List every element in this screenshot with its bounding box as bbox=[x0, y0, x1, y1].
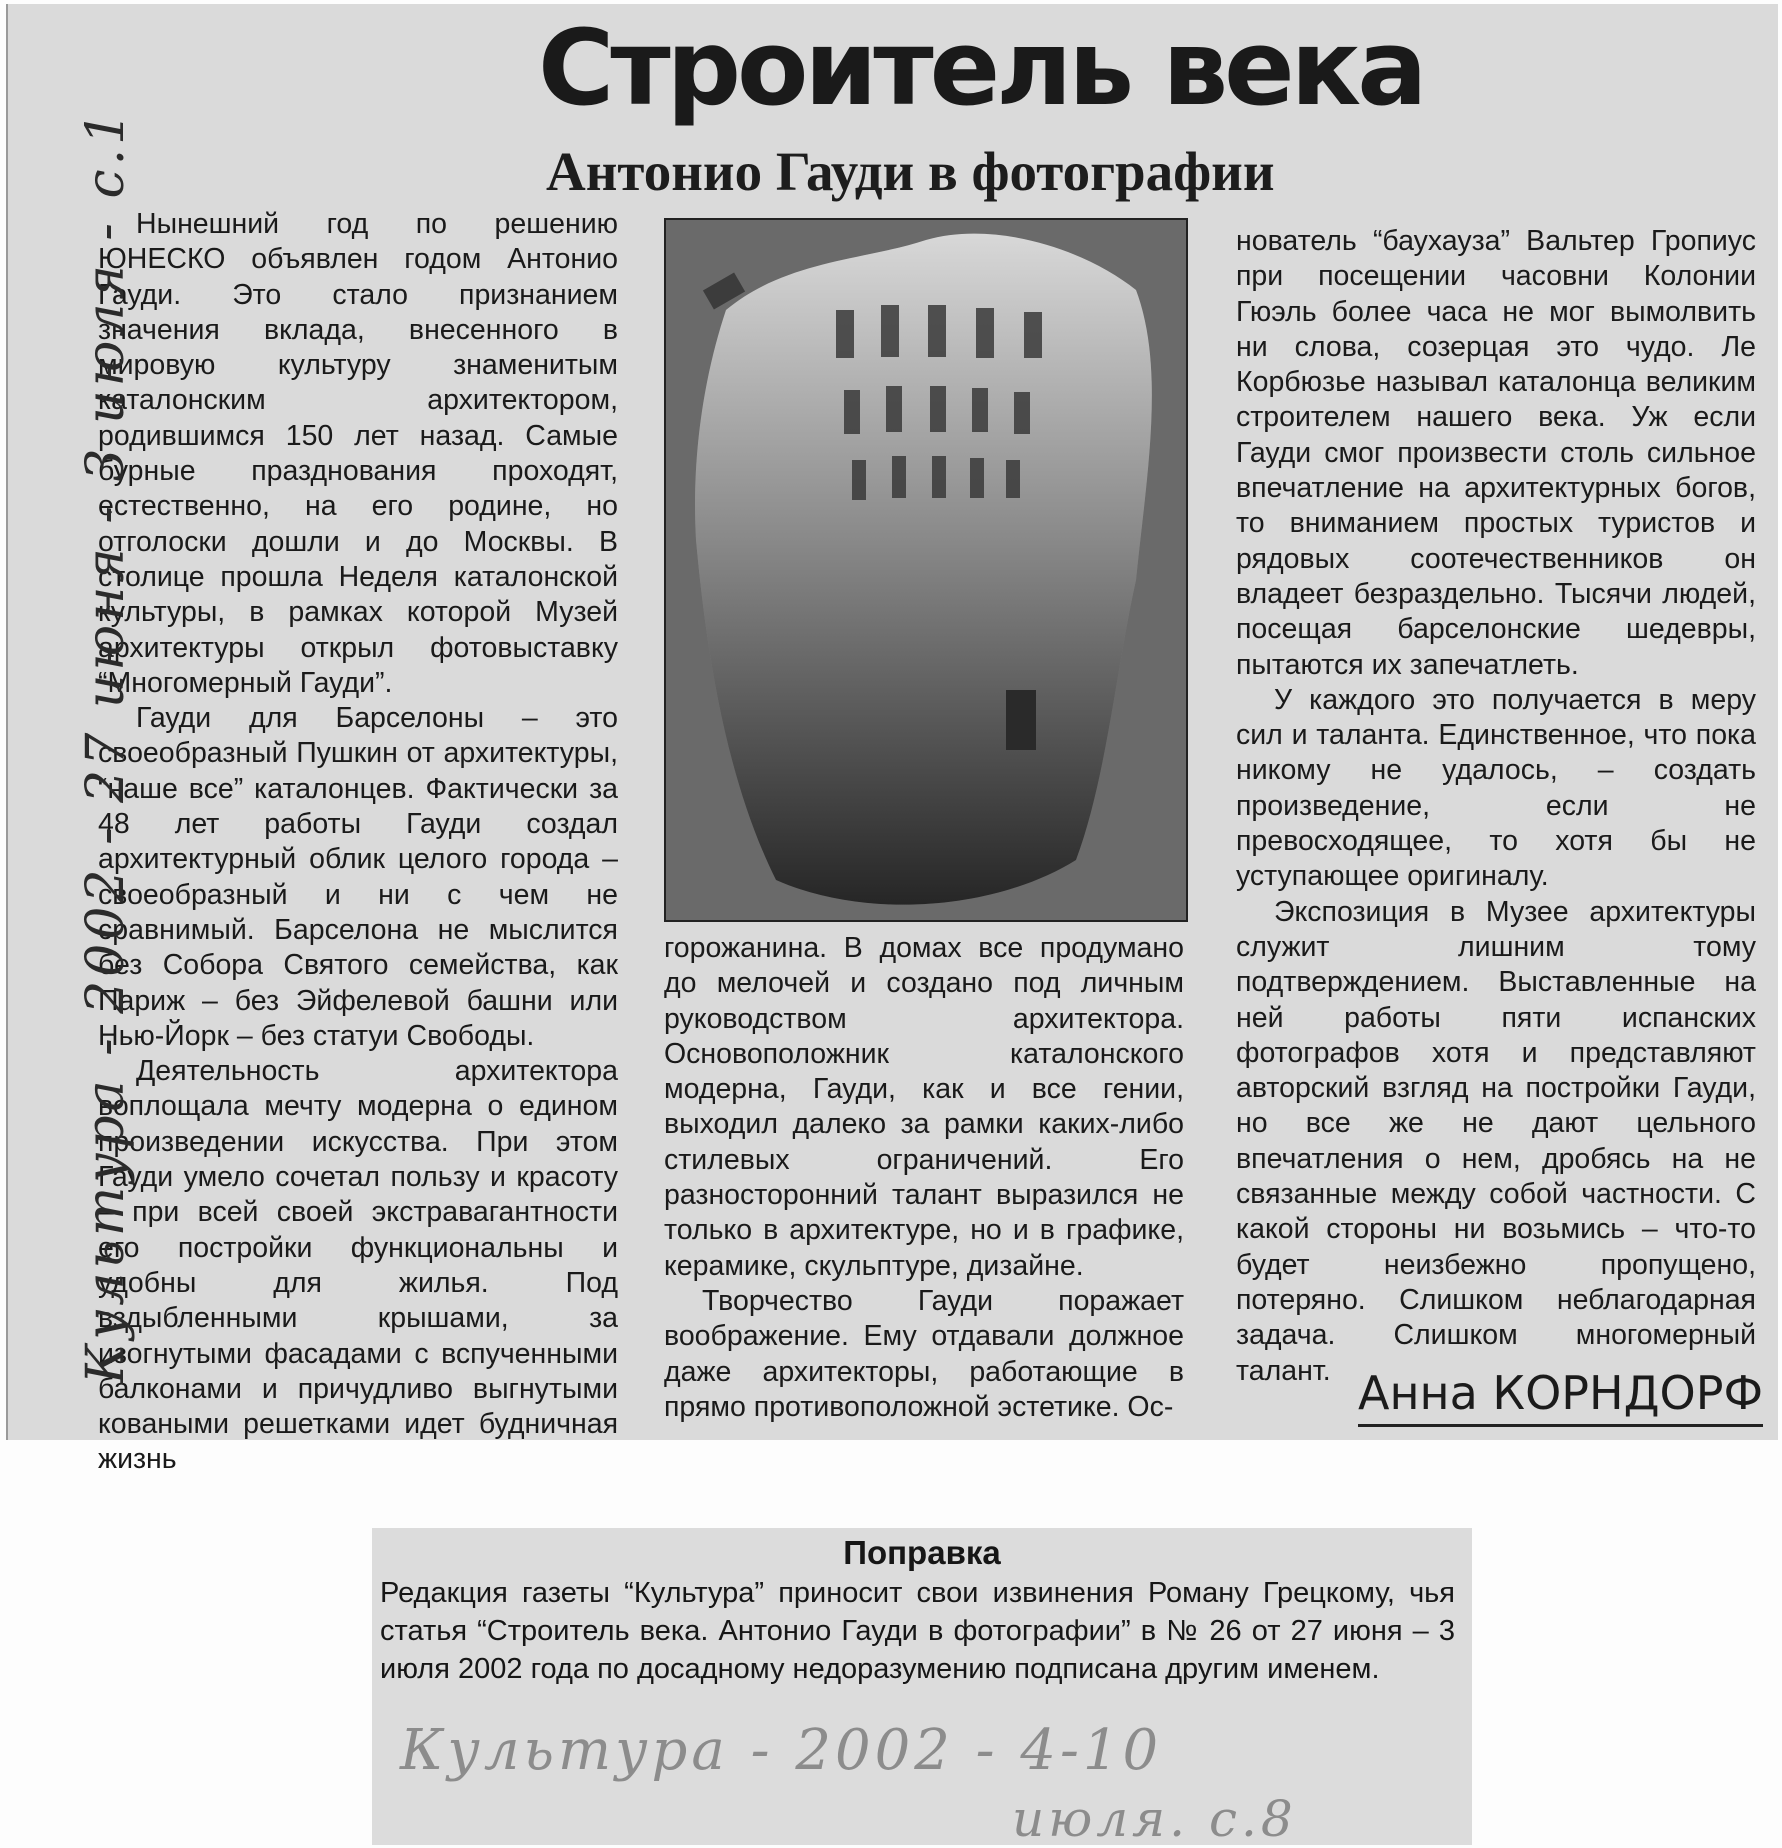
courtyard-photo-image bbox=[666, 220, 1186, 920]
author-signature: Анна КОРНДОРФ bbox=[1358, 1366, 1763, 1427]
article-subtitle: Антонио Гауди в фотографии bbox=[546, 141, 1275, 202]
article-column-2 bbox=[664, 931, 1184, 1425]
handwritten-page-note: июля. с.8 bbox=[1012, 1790, 1297, 1848]
paragraph: нователь “баухауза” Вальтер Гропиус при посещении часовни Колонии Гюэль более часа не мог вымолвить ни слова, созерцая это чудо. Ле Корбюзье называл каталонца великим строителем нашего века. Уж если Гауди смог произвести столь сильное впечатление на архитектурных богов, то вниманием простых туристов и рядовых соотечественников он владеет безраздельно. Тысячи людей, посещая барселонские шедевры, пытаются их запечатлеть. bbox=[1236, 225, 1756, 681]
paragraph: горожанина. В домах все продумано до мелочей и создано под личным руководством архитектора. Основоположник каталонского модерна, Гауди, как и все гении, выходил далеко за рамки каких-либо стилевых ограничений. Его разносторонний талант выразился не только в архитектуре, но и в графике, керамике, скульптуре, дизайне. bbox=[664, 932, 1184, 1282]
article-headline: Строитель века bbox=[538, 7, 1424, 129]
paragraph: Деятельность архитектора воплощала мечту модерна о едином произведении искусства. При этом Гауди умело сочетал пользу и красоту – при всей своей экстравагантности его постройки функциональны и удобны для жилья. Под вздыбленными крышами, за изогнутыми фасадами с вспученными балконами и причудливо выгнутыми коваными решетками идет будничная жизнь bbox=[98, 1055, 618, 1476]
courtyard-photo bbox=[664, 218, 1188, 922]
paragraph: Нынешний год по решению ЮНЕСКО объявлен годом Антонио Гауди. Это стало признанием значения вклада, внесенного в мировую культуру знаменитым каталонским архитектором, родившимся 150 лет назад. Самые бурные празднования проходят, естественно, на его родине, но отголоски дошли и до Москвы. В столице прошла Неделя каталонской культуры, в рамках которой Музей архитектуры открыл фотовыставку “Многомерный Гауди”. bbox=[98, 208, 618, 699]
article-column-1 bbox=[98, 207, 618, 1478]
paragraph: Творчество Гауди поражает воображение. Ему отдавали должное даже архитекторы, работающие в прямо противоположной эстетике. Ос- bbox=[664, 1284, 1184, 1423]
paragraph: У каждого это получается в меру сил и таланта. Единственное, что пока никому не удалось, – создать произведение, если не превосходящее, то хотя бы не уступающее оригиналу. bbox=[1236, 683, 1756, 893]
article-column-3 bbox=[1236, 224, 1756, 1389]
article-clipping bbox=[6, 4, 1778, 1476]
paragraph: Гауди для Барселоны – это своеобразный Пушкин от архитектуры, “наше все” каталонцев. Фактически за 48 лет работы Гауди создал архитектурный облик целого города – своеобразный и ни с чем не сравнимый. Барселона не мыслится без Собора Святого семейства, как Париж – без Эйфелевой башни или Нью-Йорк – без статуи Свободы. bbox=[98, 702, 618, 1052]
correction-notice bbox=[372, 1528, 1472, 1848]
correction-title: Поправка bbox=[843, 1534, 1001, 1571]
handwritten-source-note: Культура - 2002 - 27 июня - 3 июля - с.1 bbox=[76, 107, 136, 1384]
paragraph: Экспозиция в Музее архитектуры служит лишним тому подтверждением. Выставленные на ней работы пяти испанских фотографов хотя и представляют авторский взгляд на постройки Гауди, но все же не дают цельного впечатления о нем, дробясь на не связанные между собой частности. С какой стороны ни возьмись – что-то будет неизбежно пропущено, потеряно. Слишком неблагодарная задача. Слишком многомерный талант. bbox=[1236, 895, 1756, 1387]
correction-text: Редакция газеты “Культура” приносит свои извинения Роману Грецкому, чья статья “Строитель века. Антонио Гауди в фотографии” в № 26 от 27 июня – 3 июля 2002 года по досадному недоразумению подписана другим именем. bbox=[380, 1577, 1455, 1685]
handwritten-source-note-2: Культура - 2002 - 4-10 bbox=[400, 1718, 1163, 1783]
